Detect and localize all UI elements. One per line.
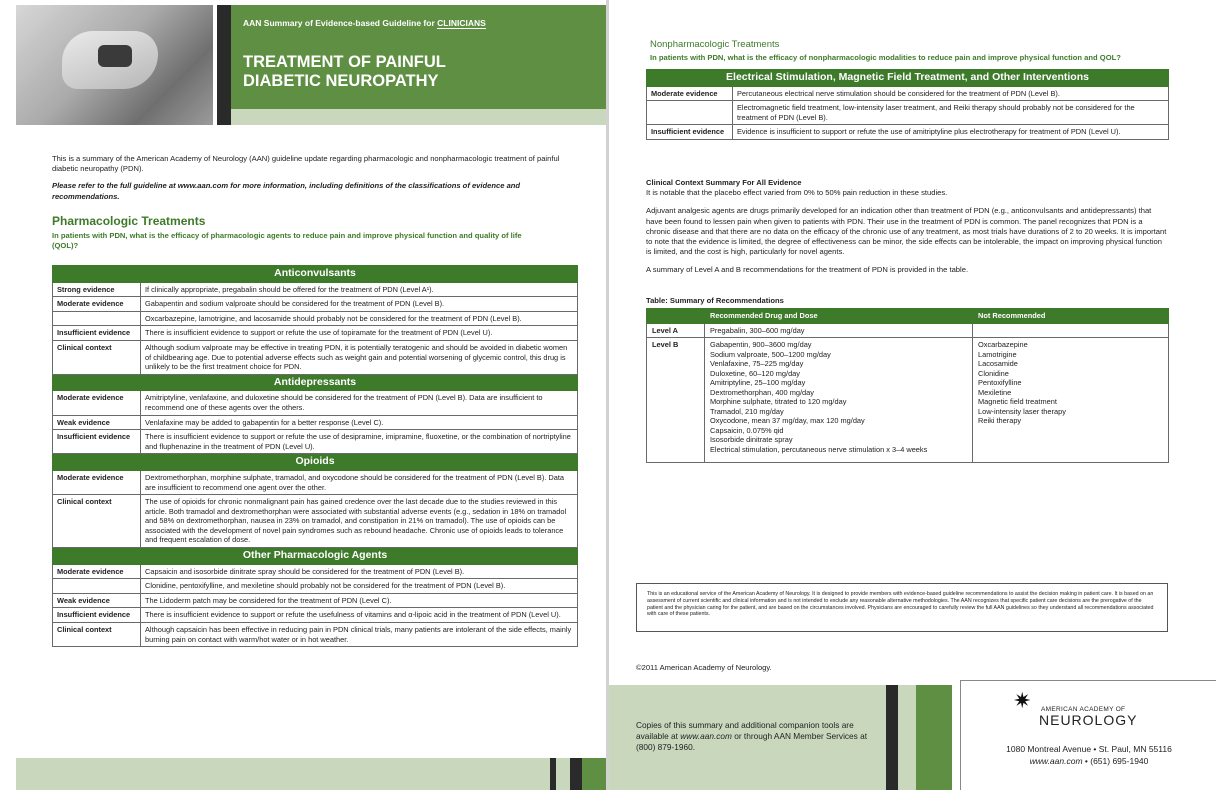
evidence-level: Insufficient evidence (647, 125, 733, 140)
nonpharm-question: In patients with PDN, what is the efficacy of nonpharmacologic modalities to reduce pain and improve physical function and QOL? (650, 53, 1121, 62)
section-title: Anticonvulsants (53, 266, 578, 283)
list-item: Reiki therapy (978, 416, 1022, 425)
recommendation-text: There is insufficient evidence to support or refute the use of desipramine, imipramine, fluoxetine, or the combination of nortriptyline and fluphenazine in the treatment of PDN (Level U). (141, 430, 578, 454)
recommendation-text: The use of opioids for chronic nonmalignant pain has gained credence over the last decade due to the studies reviewed in this article. Both tramadol and dextromethorphan were associated with substantial adverse events (e.g., sedation in 18% on tramadol and 58% on dextromethorphan, nausea in 23% on tramadol, and constipation in 21% on tramadol). The use of opioids can be associated with the development of novel pain syndromes such as rebound headache. Chronic use of opioids leads to tolerance and frequent escalation of dose. (141, 495, 578, 548)
recommendation-text: Clonidine, pentoxifylline, and mexiletine should probably not be considered for the treatment of PDN (Level B). (141, 579, 578, 594)
recommendation-text: Venlafaxine may be added to gabapentin for a better response (Level C). (141, 415, 578, 430)
table-row (53, 430, 578, 454)
header-banner (231, 5, 608, 109)
page-gutter (606, 0, 609, 790)
recommendation-text: There is insufficient evidence to support or refute the usefulness of vitamins and α-lipoic acid in the treatment of PDN (Level U). (141, 608, 578, 623)
table-row (53, 623, 578, 647)
document-title: TREATMENT OF PAINFUL DIABETIC NEUROPATHY (243, 53, 446, 90)
table-row (647, 338, 1169, 463)
drug-cell: Pregabalin, 300–600 mg/day (705, 323, 973, 338)
evidence-level: Insufficient evidence (53, 326, 141, 341)
evidence-level: Clinical context (53, 340, 141, 374)
list-item: Magnetic field treatment (978, 397, 1057, 406)
recommendation-text: Percutaneous electrical nerve stimulation should be considered for the treatment of PDN (Level B). (733, 86, 1169, 101)
list-item: Amitriptyline, 25–100 mg/day (710, 378, 806, 387)
table-row (53, 564, 578, 579)
table-row (53, 340, 578, 374)
aan-logo: ✷ AMERICAN ACADEMY OF NEUROLOGY (1013, 688, 1138, 728)
intro-paragraph: This is a summary of the American Academy of Neurology (AAN) guideline update regarding pharmacologic and nonpharmacologic treatment of painful diabetic neuropathy (PDN). (52, 154, 560, 174)
context-paragraph: It is notable that the placebo effect varied from 0% to 50% pain reduction in these studies. (646, 188, 948, 198)
evidence-level (53, 311, 141, 326)
header-series-label: AAN Summary of Evidence-based Guideline for CLINICIANS (243, 18, 486, 28)
summary-table-caption: Table: Summary of Recommendations (646, 296, 784, 305)
table-row (53, 282, 578, 297)
table-row (53, 391, 578, 415)
table-row (53, 495, 578, 548)
table-row (53, 608, 578, 623)
footer-bar (582, 758, 608, 790)
evidence-level: Moderate evidence (647, 86, 733, 101)
recommendation-text: Evidence is insufficient to support or refute the use of amitriptyline plus electrotherapy for treatment of PDN (Level U). (733, 125, 1169, 140)
list-item: Gabapentin, 900–3600 mg/day (710, 340, 812, 349)
footer-bar (570, 758, 582, 790)
evidence-level (53, 579, 141, 594)
context-paragraph: A summary of Level A and B recommendations for the treatment of PDN is provided in the table. (646, 265, 969, 275)
footer-bar (556, 758, 570, 790)
level-cell: Level B (647, 338, 705, 463)
footer-divider (960, 680, 1216, 681)
evidence-level: Strong evidence (53, 282, 141, 297)
footer-bar (886, 685, 898, 790)
context-paragraph: Adjuvant analgesic agents are drugs primarily developed for an indication other than treatment of PDN (e.g., anticonvulsants and antidepressants) that have been found to lessen pain when given to patients with PDN. Their use in the treatment of PDN is common. The panel recognizes that PDN is a chronic disease and that there are no data on the efficacy of the chronic use of any treatment, as most trials have durations of 2 to 20 weeks. It is important to note that the evidence is limited, the degree of effectiveness can be minor, the side effects can be intolerable, the impact on improving physical function is limited, and the cost is high, particularly for novel agents. (646, 206, 1167, 257)
list-item: Sodium valproate, 500–1200 mg/day (710, 349, 831, 359)
footer-strip (16, 758, 550, 790)
footer-divider (960, 680, 961, 790)
evidence-level (647, 101, 733, 125)
list-item: Oxycodone, mean 37 mg/day, max 120 mg/day (710, 416, 865, 425)
recommendation-text: Dextromethorphan, morphine sulphate, tramadol, and oxycodone should be considered for the treatment of PDN (Level B). Data are insufficient to recommend one agent over the other. (141, 470, 578, 494)
header-cell: Not Recommended (973, 309, 1169, 324)
list-item: Mexiletine (978, 387, 1012, 397)
list-item: Dextromethorphan, 400 mg/day (710, 387, 814, 397)
recommendation-text: Capsaicin and isosorbide dinitrate spray should be considered for the treatment of PDN (Level B). (141, 564, 578, 579)
header-dark-bar (217, 5, 231, 125)
not-recommended-cell (973, 323, 1169, 338)
table-row (53, 579, 578, 594)
section-title: Electrical Stimulation, Magnetic Field Treatment, and Other Interventions (647, 70, 1169, 87)
list-item: Morphine sulphate, titrated to 120 mg/day (710, 397, 847, 406)
nonpharm-evidence-table (646, 69, 1169, 140)
table-row (647, 125, 1169, 140)
list-item: Lamotrigine (978, 349, 1017, 359)
summary-header-row (647, 309, 1169, 324)
table-row (53, 470, 578, 494)
recommendation-text: Oxcarbazepine, lamotrigine, and lacosamide should probably not be considered for the treatment of PDN (Level B). (141, 311, 578, 326)
recommendation-text: Gabapentin and sodium valproate should be considered for the treatment of PDN (Level B). (141, 297, 578, 312)
recommendation-text: Although capsaicin has been effective in reducing pain in PDN clinical trials, many patients are intolerant of the side effects, mainly burning pain on contact with warm/hot water or in hot weather. (141, 623, 578, 647)
recommendation-text: Electromagnetic field treatment, low-intensity laser treatment, and Reiki therapy should probably not be considered for the treatment of PDN (Level B). (733, 101, 1169, 125)
section-header-row (647, 70, 1169, 87)
recommendation-text: Amitriptyline, venlafaxine, and duloxetine should be considered for the treatment of PDN (Level B). Data are insufficient to recommend one of these agents over the others. (141, 391, 578, 415)
evidence-level: Moderate evidence (53, 297, 141, 312)
recommendation-text: Although sodium valproate may be effective in treating PDN, it is potentially teratogenic and should be avoided in diabetic women of childbearing age. Due to potential adverse effects such as weight gain and potential worsening of glycemic control, this drug is unlikely to be the first treatment choice for PDN. (141, 340, 578, 374)
nonpharm-heading: Nonpharmacologic Treatments (650, 39, 780, 50)
evidence-level: Clinical context (53, 495, 141, 548)
evidence-level: Clinical context (53, 623, 141, 647)
evidence-level: Moderate evidence (53, 470, 141, 494)
address: 1080 Montreal Avenue • St. Paul, MN 55116 (1006, 744, 1172, 754)
copyright: ©2011 American Academy of Neurology. (636, 663, 772, 672)
table-row (647, 323, 1169, 338)
list-item: Oxcarbazepine (978, 340, 1028, 349)
section-title: Antidepressants (53, 374, 578, 391)
table-row (647, 86, 1169, 101)
evidence-level: Weak evidence (53, 415, 141, 430)
evidence-level: Moderate evidence (53, 391, 141, 415)
context-heading: Clinical Context Summary For All Evidence (646, 178, 802, 187)
footer-bar (916, 685, 952, 790)
table-row (647, 101, 1169, 125)
section-title: Other Pharmacologic Agents (53, 548, 578, 565)
header-cell (647, 309, 705, 324)
table-row (53, 311, 578, 326)
drug-cell (705, 338, 973, 463)
section-header-row (53, 454, 578, 471)
contact-line: www.aan.com • (651) 695-1940 (1029, 756, 1149, 766)
header-cell: Recommended Drug and Dose (705, 309, 973, 324)
address-block (974, 743, 1204, 767)
list-item: Capsaicin, 0.075% qid (710, 425, 784, 435)
header-strip (231, 109, 608, 125)
pharm-heading: Pharmacologic Treatments (52, 214, 206, 228)
summary-table (646, 308, 1169, 463)
evidence-level: Moderate evidence (53, 564, 141, 579)
section-header-row (53, 266, 578, 283)
right-page (608, 0, 1216, 790)
table-row (53, 326, 578, 341)
list-item: Isosorbide dinitrate spray (710, 435, 793, 444)
section-header-row (53, 548, 578, 565)
list-item: Tramadol, 210 mg/day (710, 406, 784, 416)
level-cell: Level A (647, 323, 705, 338)
list-item: Pentoxifylline (978, 378, 1022, 387)
list-item: Low-intensity laser therapy (978, 406, 1066, 416)
list-item: Electrical stimulation, percutaneous nerve stimulation x 3–4 weeks (710, 444, 928, 454)
table-row (53, 297, 578, 312)
intro-text (52, 154, 582, 209)
evidence-level: Insufficient evidence (53, 430, 141, 454)
list-item: Duloxetine, 60–120 mg/day (710, 368, 800, 378)
aan-link[interactable]: www.aan.com (680, 731, 732, 741)
evidence-level: Weak evidence (53, 593, 141, 608)
table-row (53, 593, 578, 608)
not-recommended-cell (973, 338, 1169, 463)
list-item: Clonidine (978, 368, 1009, 378)
table-row (53, 415, 578, 430)
evidence-level: Insufficient evidence (53, 608, 141, 623)
website-link[interactable]: www.aan.com (1029, 756, 1083, 766)
disclaimer-box: This is an educational service of the American Academy of Neurology. It is designed to provide members with evidence-based guideline recommendations to assist the decision making in patient care. It is based on an assessment of current scientific and clinical information and is not intended to exclude any reasonable alternative methodologies. The AAN recognizes that specific patient care decisions are the prerogative of the patient and the physician caring for the patient, and are based on the circumstances involved. Physicians are encouraged to carefully review the full AAN guidelines so they understand all recommendations associated with care of these patients. (636, 583, 1168, 632)
pharm-question: In patients with PDN, what is the efficacy of pharmacologic agents to reduce pain and improve physical function and quality of life (QOL)? (52, 231, 522, 250)
pharm-evidence-table (52, 265, 578, 647)
section-title: Opioids (53, 454, 578, 471)
list-item: Lacosamide (978, 359, 1018, 368)
clinical-context-summary (646, 178, 1169, 284)
recommendation-text: There is insufficient evidence to support or refute the use of topiramate for the treatment of PDN (Level U). (141, 326, 578, 341)
section-header-row (53, 374, 578, 391)
star-icon: ✷ (1013, 688, 1032, 713)
footer-bar (898, 685, 916, 790)
recommendation-text: If clinically appropriate, pregabalin should be offered for the treatment of PDN (Level A¹). (141, 282, 578, 297)
copies-note: Copies of this summary and additional companion tools are available at www.aan.com or through AAN Member Services at (800) 879-1960. (636, 720, 868, 752)
recommendation-text: The Lidoderm patch may be considered for the treatment of PDN (Level C). (141, 593, 578, 608)
header-photo (16, 5, 213, 125)
intro-reference-note: Please refer to the full guideline at www.aan.com for more information, including definitions of the classifications of evidence and recommendations. (52, 181, 521, 201)
list-item: Venlafaxine, 75–225 mg/day (710, 359, 804, 368)
